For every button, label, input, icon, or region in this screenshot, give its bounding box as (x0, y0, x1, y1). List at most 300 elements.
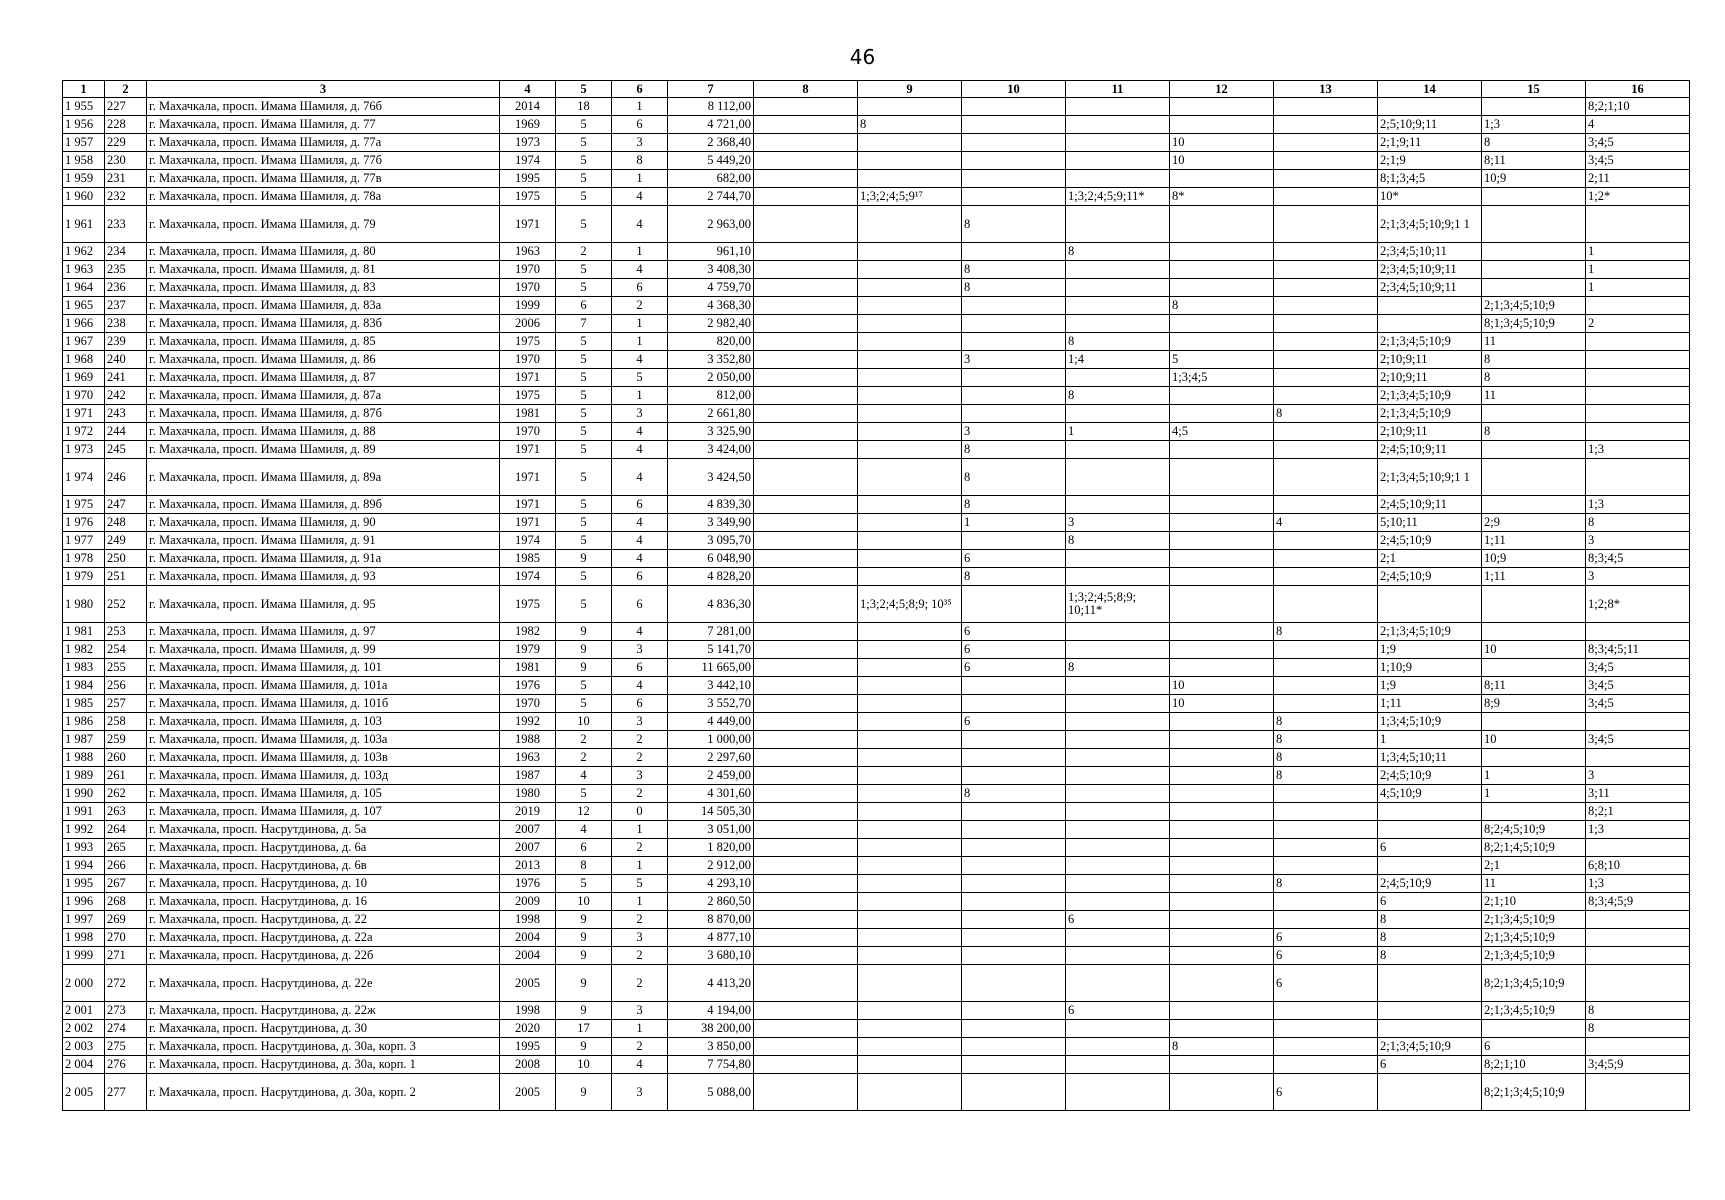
table-body (63, 98, 1690, 1111)
table-cell-col-11: 1;4 (1066, 351, 1170, 369)
table-cell-col-9 (858, 1020, 962, 1038)
table-cell-col-10: 8 (962, 441, 1066, 459)
table-cell-col-5: 9 (556, 947, 612, 965)
table-cell-col-11 (1066, 206, 1170, 243)
table-cell-col-13 (1274, 459, 1378, 496)
table-cell-col-16 (1586, 929, 1690, 947)
table-cell-col-4: 1963 (500, 243, 556, 261)
table-cell-col-10 (962, 333, 1066, 351)
table-cell-col-12 (1170, 947, 1274, 965)
table-cell-col-5: 9 (556, 550, 612, 568)
table-cell-col-13 (1274, 351, 1378, 369)
table-cell-col-15: 2;1;3;4;5;10;9 (1482, 297, 1586, 315)
table-cell-col-10: 8 (962, 785, 1066, 803)
table-cell-col-15: 8;9 (1482, 695, 1586, 713)
table-cell-col-2: 228 (105, 116, 147, 134)
table-cell-col-1: 1 960 (63, 188, 105, 206)
table-cell-col-5: 5 (556, 369, 612, 387)
table-cell-col-1: 1 991 (63, 803, 105, 821)
table-cell-col-3: г. Махачкала, просп. Имама Шамиля, д. 107 (147, 803, 500, 821)
table-row (63, 496, 1690, 514)
column-header: 12 (1170, 81, 1274, 98)
table-cell-col-3: г. Махачкала, просп. Имама Шамиля, д. 83 (147, 279, 500, 297)
table-cell-col-6: 6 (612, 586, 668, 623)
table-cell-col-7: 820,00 (668, 333, 754, 351)
table-cell-col-14: 2;1;3;4;5;10;9 (1378, 405, 1482, 423)
table-cell-col-13 (1274, 369, 1378, 387)
table-cell-col-15 (1482, 749, 1586, 767)
table-cell-col-14: 8 (1378, 911, 1482, 929)
table-cell-col-13 (1274, 134, 1378, 152)
table-cell-col-5: 9 (556, 641, 612, 659)
table-cell-col-13 (1274, 206, 1378, 243)
table-cell-col-3: г. Махачкала, просп. Имама Шамиля, д. 85 (147, 333, 500, 351)
column-header: 8 (754, 81, 858, 98)
table-cell-col-6: 4 (612, 623, 668, 641)
table-cell-col-4: 1998 (500, 1002, 556, 1020)
table-cell-col-4: 1979 (500, 641, 556, 659)
table-cell-col-10 (962, 803, 1066, 821)
table-cell-col-2: 254 (105, 641, 147, 659)
table-cell-col-1: 1 973 (63, 441, 105, 459)
table-cell-col-3: г. Махачкала, просп. Имама Шамиля, д. 87б (147, 405, 500, 423)
table-cell-col-3: г. Махачкала, просп. Насрутдинова, д. 30 (147, 1020, 500, 1038)
table-cell-col-6: 2 (612, 1038, 668, 1056)
table-row (63, 1038, 1690, 1056)
table-cell-col-5: 5 (556, 586, 612, 623)
table-cell-col-2: 258 (105, 713, 147, 731)
table-cell-col-5: 5 (556, 459, 612, 496)
table-cell-col-16 (1586, 206, 1690, 243)
table-cell-col-6: 6 (612, 279, 668, 297)
table-cell-col-15 (1482, 1020, 1586, 1038)
table-cell-col-9 (858, 550, 962, 568)
table-cell-col-11 (1066, 279, 1170, 297)
table-cell-col-16 (1586, 333, 1690, 351)
table-cell-col-7: 7 754,80 (668, 1056, 754, 1074)
column-header: 5 (556, 81, 612, 98)
table-cell-col-4: 1988 (500, 731, 556, 749)
table-row (63, 514, 1690, 532)
table-cell-col-9 (858, 405, 962, 423)
table-cell-col-6: 4 (612, 550, 668, 568)
table-cell-col-3: г. Махачкала, просп. Имама Шамиля, д. 103в (147, 749, 500, 767)
table-row (63, 459, 1690, 496)
table-cell-col-10 (962, 152, 1066, 170)
table-cell-col-10: 6 (962, 641, 1066, 659)
table-cell-col-1: 1 974 (63, 459, 105, 496)
table-cell-col-7: 3 408,30 (668, 261, 754, 279)
table-cell-col-14: 2;1;3;4;5;10;9 (1378, 623, 1482, 641)
table-cell-col-4: 2020 (500, 1020, 556, 1038)
table-cell-col-9 (858, 731, 962, 749)
table-cell-col-3: г. Махачкала, просп. Насрутдинова, д. 6а (147, 839, 500, 857)
table-cell-col-9: 8 (858, 116, 962, 134)
table-cell-col-12 (1170, 1020, 1274, 1038)
table-cell-col-10: 8 (962, 568, 1066, 586)
table-cell-col-10 (962, 911, 1066, 929)
table-cell-col-2: 231 (105, 170, 147, 188)
table-cell-col-14 (1378, 586, 1482, 623)
table-cell-col-12 (1170, 839, 1274, 857)
table-cell-col-7: 1 000,00 (668, 731, 754, 749)
table-cell-col-7: 4 301,60 (668, 785, 754, 803)
table-cell-col-16 (1586, 387, 1690, 405)
table-cell-col-16: 1;3 (1586, 441, 1690, 459)
table-cell-col-15: 10 (1482, 731, 1586, 749)
table-cell-col-6: 2 (612, 749, 668, 767)
table-cell-col-12: 10 (1170, 695, 1274, 713)
table-cell-col-8 (754, 857, 858, 875)
table-cell-col-11 (1066, 550, 1170, 568)
table-cell-col-16: 3;4;5 (1586, 677, 1690, 695)
table-cell-col-1: 1 980 (63, 586, 105, 623)
table-cell-col-13 (1274, 803, 1378, 821)
table-cell-col-11 (1066, 785, 1170, 803)
table-cell-col-4: 1969 (500, 116, 556, 134)
table-cell-col-1: 2 002 (63, 1020, 105, 1038)
table-cell-col-6: 1 (612, 170, 668, 188)
table-cell-col-8 (754, 911, 858, 929)
table-cell-col-3: г. Махачкала, просп. Имама Шамиля, д. 87 (147, 369, 500, 387)
table-cell-col-1: 1 976 (63, 514, 105, 532)
table-cell-col-11 (1066, 857, 1170, 875)
table-cell-col-9 (858, 1056, 962, 1074)
table-cell-col-9 (858, 243, 962, 261)
table-cell-col-7: 5 088,00 (668, 1074, 754, 1111)
table-cell-col-12 (1170, 893, 1274, 911)
table-cell-col-15 (1482, 659, 1586, 677)
table-cell-col-6: 3 (612, 1074, 668, 1111)
table-cell-col-1: 1 981 (63, 623, 105, 641)
table-row (63, 893, 1690, 911)
table-cell-col-11: 1;3;2;4;5;9;11* (1066, 188, 1170, 206)
table-cell-col-9 (858, 965, 962, 1002)
table-cell-col-3: г. Махачкала, просп. Имама Шамиля, д. 88 (147, 423, 500, 441)
table-cell-col-14 (1378, 98, 1482, 116)
table-cell-col-2: 256 (105, 677, 147, 695)
table-row (63, 821, 1690, 839)
table-cell-col-1: 1 977 (63, 532, 105, 550)
table-cell-col-6: 4 (612, 459, 668, 496)
table-cell-col-9 (858, 1038, 962, 1056)
table-cell-col-15 (1482, 261, 1586, 279)
table-cell-col-11 (1066, 695, 1170, 713)
table-cell-col-14 (1378, 297, 1482, 315)
table-cell-col-9 (858, 459, 962, 496)
table-cell-col-2: 247 (105, 496, 147, 514)
table-row (63, 875, 1690, 893)
table-cell-col-14: 2;4;5;10;9 (1378, 875, 1482, 893)
table-cell-col-16: 3;4;5 (1586, 152, 1690, 170)
table-cell-col-5: 5 (556, 405, 612, 423)
table-cell-col-2: 260 (105, 749, 147, 767)
table-cell-col-3: г. Махачкала, просп. Имама Шамиля, д. 77 (147, 116, 500, 134)
table-cell-col-13 (1274, 279, 1378, 297)
table-cell-col-5: 2 (556, 731, 612, 749)
table-row (63, 1056, 1690, 1074)
table-cell-col-12: 8* (1170, 188, 1274, 206)
table-cell-col-11 (1066, 713, 1170, 731)
table-cell-col-12: 10 (1170, 677, 1274, 695)
column-header: 11 (1066, 81, 1170, 98)
table-cell-col-15 (1482, 405, 1586, 423)
table-cell-col-12 (1170, 532, 1274, 550)
table-cell-col-14: 2;10;9;11 (1378, 351, 1482, 369)
table-cell-col-4: 1970 (500, 695, 556, 713)
table-cell-col-7: 2 459,00 (668, 767, 754, 785)
table-cell-col-13 (1274, 315, 1378, 333)
table-row (63, 297, 1690, 315)
table-cell-col-15 (1482, 279, 1586, 297)
table-cell-col-2: 255 (105, 659, 147, 677)
table-cell-col-8 (754, 893, 858, 911)
table-cell-col-12 (1170, 387, 1274, 405)
table-cell-col-1: 2 005 (63, 1074, 105, 1111)
table-cell-col-6: 6 (612, 568, 668, 586)
table-cell-col-1: 1 972 (63, 423, 105, 441)
table-cell-col-15: 2;1;10 (1482, 893, 1586, 911)
table-cell-col-1: 1 968 (63, 351, 105, 369)
table-cell-col-4: 1971 (500, 369, 556, 387)
table-cell-col-16: 8;2;1 (1586, 803, 1690, 821)
table-cell-col-2: 275 (105, 1038, 147, 1056)
table-cell-col-13 (1274, 1002, 1378, 1020)
table-cell-col-14 (1378, 1002, 1482, 1020)
table-cell-col-1: 1 999 (63, 947, 105, 965)
table-cell-col-12 (1170, 857, 1274, 875)
table-cell-col-16: 3 (1586, 568, 1690, 586)
table-row (63, 532, 1690, 550)
table-cell-col-1: 2 000 (63, 965, 105, 1002)
table-cell-col-4: 1970 (500, 279, 556, 297)
table-cell-col-8 (754, 947, 858, 965)
table-cell-col-6: 3 (612, 1002, 668, 1020)
table-cell-col-10 (962, 405, 1066, 423)
table-cell-col-10 (962, 821, 1066, 839)
table-cell-col-7: 3 442,10 (668, 677, 754, 695)
table-cell-col-9 (858, 713, 962, 731)
table-cell-col-10 (962, 532, 1066, 550)
table-cell-col-10: 8 (962, 459, 1066, 496)
table-cell-col-12 (1170, 1002, 1274, 1020)
column-header: 1 (63, 81, 105, 98)
table-cell-col-12 (1170, 206, 1274, 243)
table-cell-col-3: г. Махачкала, просп. Имама Шамиля, д. 91 (147, 532, 500, 550)
table-cell-col-10 (962, 1020, 1066, 1038)
table-cell-col-1: 1 971 (63, 405, 105, 423)
table-cell-col-3: г. Махачкала, просп. Насрутдинова, д. 30а, корп. 1 (147, 1056, 500, 1074)
table-cell-col-2: 244 (105, 423, 147, 441)
table-cell-col-2: 246 (105, 459, 147, 496)
table-cell-col-6: 6 (612, 695, 668, 713)
table-cell-col-12 (1170, 116, 1274, 134)
table-cell-col-3: г. Махачкала, просп. Имама Шамиля, д. 90 (147, 514, 500, 532)
table-row (63, 767, 1690, 785)
table-cell-col-7: 2 661,80 (668, 405, 754, 423)
table-cell-col-14: 4;5;10;9 (1378, 785, 1482, 803)
table-cell-col-4: 1981 (500, 405, 556, 423)
table-cell-col-7: 11 665,00 (668, 659, 754, 677)
table-cell-col-7: 3 349,90 (668, 514, 754, 532)
table-cell-col-16: 8 (1586, 1002, 1690, 1020)
table-cell-col-4: 1992 (500, 713, 556, 731)
table-cell-col-13 (1274, 98, 1378, 116)
table-cell-col-16 (1586, 713, 1690, 731)
table-cell-col-7: 14 505,30 (668, 803, 754, 821)
table-cell-col-15 (1482, 98, 1586, 116)
table-cell-col-6: 4 (612, 423, 668, 441)
table-cell-col-12 (1170, 170, 1274, 188)
table-cell-col-9: 1;3;2;4;5;8;9; 10³⁵ (858, 586, 962, 623)
table-cell-col-9 (858, 279, 962, 297)
table-cell-col-9 (858, 695, 962, 713)
table-cell-col-14: 2;1;3;4;5;10;9;1 1 (1378, 206, 1482, 243)
column-header: 6 (612, 81, 668, 98)
table-cell-col-8 (754, 821, 858, 839)
table-cell-col-4: 1963 (500, 749, 556, 767)
table-cell-col-2: 252 (105, 586, 147, 623)
table-cell-col-14: 10* (1378, 188, 1482, 206)
table-cell-col-2: 232 (105, 188, 147, 206)
table-row (63, 731, 1690, 749)
table-cell-col-1: 1 975 (63, 496, 105, 514)
table-cell-col-9 (858, 315, 962, 333)
table-row (63, 857, 1690, 875)
table-cell-col-11: 3 (1066, 514, 1170, 532)
table-cell-col-10 (962, 116, 1066, 134)
table-cell-col-7: 4 449,00 (668, 713, 754, 731)
table-cell-col-11 (1066, 947, 1170, 965)
table-row (63, 369, 1690, 387)
table-cell-col-3: г. Махачкала, просп. Насрутдинова, д. 22б (147, 947, 500, 965)
table-cell-col-6: 6 (612, 659, 668, 677)
table-cell-col-15: 2;1 (1482, 857, 1586, 875)
table-cell-col-2: 227 (105, 98, 147, 116)
table-cell-col-9 (858, 496, 962, 514)
table-cell-col-10: 3 (962, 423, 1066, 441)
table-cell-col-13: 6 (1274, 1074, 1378, 1111)
table-cell-col-6: 3 (612, 713, 668, 731)
table-cell-col-9 (858, 893, 962, 911)
table-cell-col-6: 6 (612, 116, 668, 134)
table-cell-col-15: 8;11 (1482, 677, 1586, 695)
table-cell-col-8 (754, 1038, 858, 1056)
table-cell-col-1: 1 997 (63, 911, 105, 929)
table-cell-col-10 (962, 947, 1066, 965)
table-cell-col-5: 17 (556, 1020, 612, 1038)
table-cell-col-12 (1170, 405, 1274, 423)
table-cell-col-10: 1 (962, 514, 1066, 532)
table-cell-col-5: 5 (556, 875, 612, 893)
table-cell-col-8 (754, 387, 858, 405)
table-cell-col-15: 8;2;1;3;4;5;10;9 (1482, 965, 1586, 1002)
table-cell-col-16 (1586, 623, 1690, 641)
column-header: 9 (858, 81, 962, 98)
table-cell-col-13: 8 (1274, 767, 1378, 785)
table-cell-col-6: 1 (612, 315, 668, 333)
column-header: 3 (147, 81, 500, 98)
table-cell-col-12 (1170, 1056, 1274, 1074)
table-cell-col-7: 3 325,90 (668, 423, 754, 441)
table-cell-col-16: 3;4;5 (1586, 695, 1690, 713)
table-cell-col-6: 5 (612, 369, 668, 387)
table-cell-col-6: 1 (612, 387, 668, 405)
table-cell-col-12 (1170, 441, 1274, 459)
table-cell-col-15 (1482, 623, 1586, 641)
table-cell-col-10: 8 (962, 279, 1066, 297)
table-cell-col-8 (754, 351, 858, 369)
table-cell-col-3: г. Махачкала, просп. Имама Шамиля, д. 77в (147, 170, 500, 188)
table-cell-col-16: 3;11 (1586, 785, 1690, 803)
table-cell-col-12 (1170, 514, 1274, 532)
table-cell-col-1: 1 987 (63, 731, 105, 749)
table-cell-col-11 (1066, 369, 1170, 387)
table-cell-col-2: 250 (105, 550, 147, 568)
table-cell-col-15 (1482, 803, 1586, 821)
table-cell-col-12 (1170, 749, 1274, 767)
table-cell-col-7: 682,00 (668, 170, 754, 188)
table-cell-col-14: 1 (1378, 731, 1482, 749)
table-cell-col-12 (1170, 459, 1274, 496)
table-cell-col-12: 8 (1170, 1038, 1274, 1056)
table-cell-col-14: 2;3;4;5;10;9;11 (1378, 261, 1482, 279)
table-cell-col-7: 4 839,30 (668, 496, 754, 514)
table-cell-col-14 (1378, 315, 1482, 333)
table-row (63, 1002, 1690, 1020)
table-cell-col-9 (858, 767, 962, 785)
table-cell-col-8 (754, 279, 858, 297)
table-cell-col-13 (1274, 1038, 1378, 1056)
table-cell-col-4: 1980 (500, 785, 556, 803)
table-row (63, 152, 1690, 170)
table-cell-col-1: 2 001 (63, 1002, 105, 1020)
table-cell-col-13 (1274, 297, 1378, 315)
table-cell-col-4: 1971 (500, 441, 556, 459)
table-cell-col-3: г. Махачкала, просп. Имама Шамиля, д. 79 (147, 206, 500, 243)
table-cell-col-1: 1 993 (63, 839, 105, 857)
table-cell-col-5: 6 (556, 839, 612, 857)
table-cell-col-3: г. Махачкала, просп. Имама Шамиля, д. 101а (147, 677, 500, 695)
table-cell-col-2: 263 (105, 803, 147, 821)
table-cell-col-9 (858, 947, 962, 965)
housing-register-table (62, 80, 1690, 1111)
table-cell-col-6: 4 (612, 351, 668, 369)
table-cell-col-16: 8;3;4;5;11 (1586, 641, 1690, 659)
table-cell-col-4: 1974 (500, 152, 556, 170)
table-cell-col-8 (754, 496, 858, 514)
table-cell-col-16: 8;3;4;5;9 (1586, 893, 1690, 911)
table-cell-col-15 (1482, 586, 1586, 623)
table-cell-col-11 (1066, 134, 1170, 152)
table-cell-col-6: 2 (612, 911, 668, 929)
table-cell-col-5: 5 (556, 134, 612, 152)
table-cell-col-16: 1 (1586, 279, 1690, 297)
table-cell-col-8 (754, 695, 858, 713)
table-cell-col-10 (962, 1056, 1066, 1074)
table-cell-col-2: 241 (105, 369, 147, 387)
table-cell-col-3: г. Махачкала, просп. Имама Шамиля, д. 89а (147, 459, 500, 496)
table-cell-col-13 (1274, 532, 1378, 550)
table-cell-col-15: 1 (1482, 785, 1586, 803)
table-cell-col-9 (858, 369, 962, 387)
table-row (63, 134, 1690, 152)
table-cell-col-13: 6 (1274, 965, 1378, 1002)
table-cell-col-7: 5 141,70 (668, 641, 754, 659)
table-cell-col-1: 1 996 (63, 893, 105, 911)
table-cell-col-1: 1 966 (63, 315, 105, 333)
table-cell-col-5: 2 (556, 243, 612, 261)
